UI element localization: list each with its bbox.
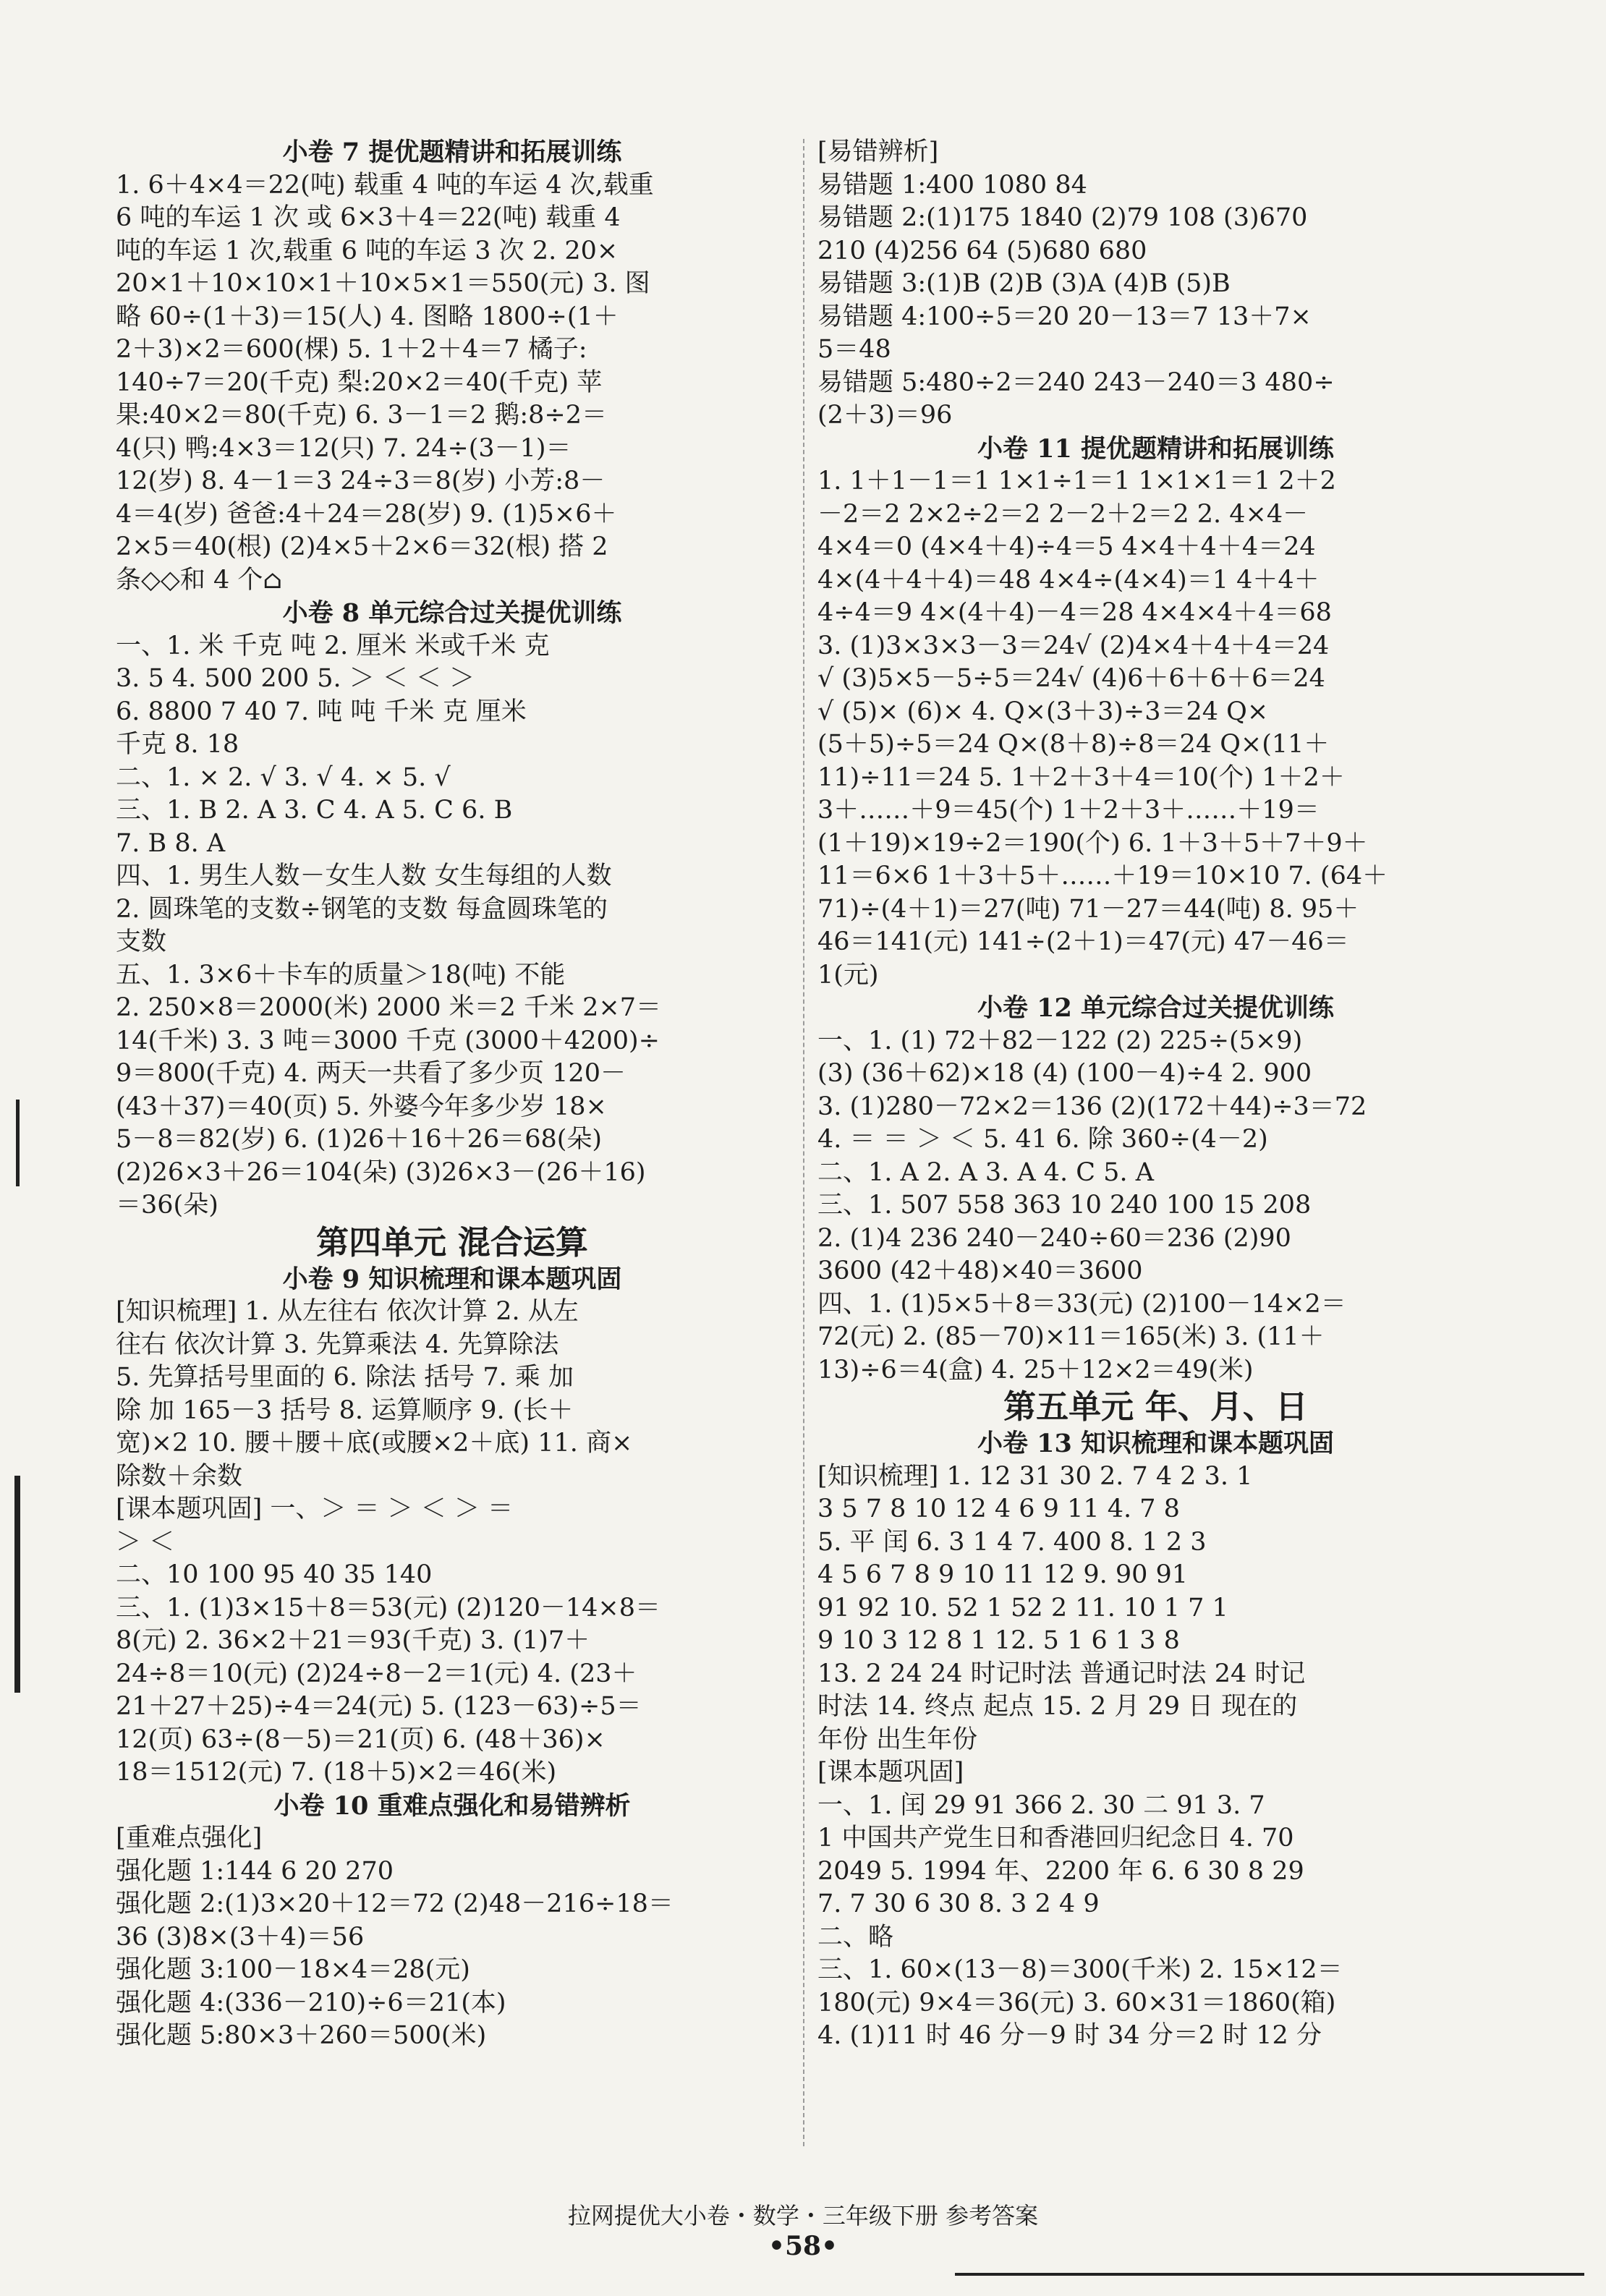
unit-heading: 第五单元 年、月、日 [1003, 1387, 1308, 1426]
answer-line: 9＝800(千克) 4. 两天一共看了多少页 120－ [116, 1059, 626, 1088]
answer-line: 二、1. × 2. √ 3. √ 4. × 5. √ [116, 762, 451, 792]
section-heading: 小卷 10 重难点强化和易错辨析 [273, 1790, 631, 1821]
answer-line: 7. B 8. A [116, 828, 226, 858]
answer-line: 四、1. (1)5×5＋8＝33(元) (2)100－14×2＝ [817, 1289, 1346, 1319]
answer-line: [课本题巩固] [817, 1758, 964, 1787]
section-heading: 小卷 7 提优题精讲和拓展训练 [282, 137, 622, 167]
answer-line: 46＝141(元) 141÷(2＋1)＝47(元) 47－46＝ [817, 927, 1349, 956]
answer-line: 五、1. 3×6＋卡车的质量＞18(吨) 不能 [116, 960, 566, 990]
answer-line: √ (5)× (6)× 4. Q×(3＋3)÷3＝24 Q× [817, 697, 1269, 726]
answer-line: 36 (3)8×(3＋4)＝56 [116, 1922, 365, 1952]
right-column [817, 136, 1494, 2053]
answer-line: 易错题 4:100÷5＝20 20－13＝7 13＋7× [817, 302, 1312, 331]
answer-line: 4×4＝0 (4×4＋4)÷4＝5 4×4＋4＋4＝24 [817, 532, 1316, 561]
answer-line: 4. ＝ ＝ ＞ ＜ 5. 41 6. 除 360÷(4－2) [817, 1125, 1268, 1154]
footer-title: 拉网提优大小卷・数学・三年级下册 参考答案 [567, 2202, 1039, 2229]
answer-line: 除数＋余数 [116, 1461, 243, 1491]
answer-line: 吨的车运 1 次,载重 6 吨的车运 3 次 2. 20× [116, 236, 619, 265]
answer-line: 三、1. 507 558 363 10 240 100 15 208 [817, 1191, 1312, 1220]
answer-line: 140÷7＝20(千克) 梨:20×2＝40(千克) 苹 [116, 367, 603, 397]
answer-line: 一、1. 闰 29 91 366 2. 30 二 91 3. 7 [817, 1790, 1265, 1820]
answer-line: √ (3)5×5－5÷5＝24√ (4)6＋6＋6＋6＝24 [817, 664, 1325, 693]
answer-line: 91 92 10. 52 1 52 2 11. 10 1 7 1 [817, 1593, 1228, 1623]
binding-mark [14, 1476, 20, 1693]
answer-line: ＞ ＜ [116, 1527, 175, 1557]
answer-line: 3. (1)3×3×3－3＝24√ (2)4×4＋4＋4＝24 [817, 631, 1330, 660]
answer-line: 二、10 100 95 40 35 140 [116, 1560, 433, 1589]
answer-line: (2)26×3＋26＝104(朵) (3)26×3－(26＋16) [116, 1157, 646, 1187]
answer-line: 11＝6×6 1＋3＋5＋……＋19＝10×10 7. (64＋ [817, 862, 1388, 890]
answer-line: 1 中国共产党生日和香港回归纪念日 4. 70 [817, 1824, 1294, 1853]
answer-line: 宽)×2 10. 腰＋腰＋底(或腰×2＋底) 11. 商× [116, 1429, 633, 1458]
answer-line: 强化题 4:(336－210)÷6＝21(本) [116, 1988, 506, 2017]
section-heading: 小卷 8 单元综合过关提优训练 [282, 598, 622, 628]
answer-line: 除 加 165－3 括号 8. 运算顺序 9. (长＋ [116, 1395, 574, 1425]
answer-line: 8(元) 2. 36×2＋21＝93(千克) 3. (1)7＋ [116, 1626, 590, 1655]
answer-line: 4÷4＝9 4×(4＋4)－4＝28 4×4×4＋4＝68 [817, 598, 1332, 627]
section-heading: 小卷 9 知识梳理和课本题巩固 [282, 1264, 622, 1294]
answer-line: 2×5＝40(根) (2)4×5＋2×6＝32(根) 搭 2 [116, 532, 608, 561]
answer-line: 易错题 5:480÷2＝240 243－240＝3 480÷ [817, 367, 1335, 397]
answer-line: [易错辨析] [817, 137, 939, 166]
section-heading: 小卷 11 提优题精讲和拓展训练 [977, 433, 1335, 464]
unit-heading: 第四单元 混合运算 [316, 1223, 588, 1262]
answer-line: 5. 先算括号里面的 6. 除法 括号 7. 乘 加 [116, 1363, 574, 1392]
answer-line: 12(岁) 8. 4－1＝3 24÷3＝8(岁) 小芳:8－ [116, 467, 606, 496]
answer-line: 2. 圆珠笔的支数÷钢笔的支数 每盒圆珠笔的 [116, 894, 608, 924]
answer-line: 5. 平 闰 6. 3 1 4 7. 400 8. 1 2 3 [817, 1527, 1207, 1557]
answer-line: 13. 2 24 24 时记时法 普通记时法 24 时记 [817, 1659, 1306, 1688]
answer-line: 易错题 1:400 1080 84 [817, 170, 1087, 200]
answer-line: 71)÷(4＋1)＝27(吨) 71－27＝44(吨) 8. 95＋ [817, 894, 1359, 924]
answer-line: 支数 [116, 927, 167, 956]
answer-line: 2＋3)×2＝600(棵) 5. 1＋2＋4＝7 橘子: [116, 335, 587, 364]
binding-mark [16, 1100, 20, 1186]
answer-line: 往右 依次计算 3. 先算乘法 4. 先算除法 [116, 1330, 559, 1359]
answer-line: 3. (1)280－72×2＝136 (2)(172＋44)÷3＝72 [817, 1092, 1367, 1121]
answer-line: 年份 出生年份 [817, 1725, 978, 1754]
answer-line: (43＋37)＝40(页) 5. 外婆今年多少岁 18× [116, 1092, 607, 1121]
answer-line: 4. (1)11 时 46 分－9 时 34 分＝2 时 12 分 [817, 2021, 1322, 2050]
answer-line: －2＝2 2×2÷2＝2 2－2＋2＝2 2. 4×4－ [817, 499, 1309, 529]
answer-line: [重难点强化] [116, 1824, 263, 1853]
answer-line: 3 5 7 8 10 12 4 6 9 11 4. 7 8 [817, 1494, 1180, 1523]
answer-line: 2. 250×8＝2000(米) 2000 米＝2 千米 2×7＝ [116, 993, 662, 1022]
column-divider [803, 139, 804, 2146]
answer-line: 略 60÷(1＋3)＝15(人) 4. 图略 1800÷(1＋ [116, 302, 619, 331]
answer-line: (3) (36＋62)×18 (4) (100－4)÷4 2. 900 [817, 1059, 1312, 1088]
answer-line: 2. (1)4 236 240－240÷60＝236 (2)90 [817, 1223, 1291, 1253]
answer-line: 9 10 3 12 8 1 12. 5 1 6 1 3 8 [817, 1626, 1180, 1655]
answer-line: 6 吨的车运 1 次 或 6×3＋4＝22(吨) 载重 4 [116, 203, 621, 232]
answer-line: 一、1. 米 千克 吨 2. 厘米 米或千米 克 [116, 631, 550, 660]
answer-line: 7. 7 30 6 30 8. 3 2 4 9 [817, 1889, 1100, 1918]
footer-rule [955, 2273, 1584, 2276]
answer-line: 时法 14. 终点 起点 15. 2 月 29 日 现在的 [817, 1692, 1298, 1721]
answer-line: 易错题 2:(1)175 1840 (2)79 108 (3)670 [817, 203, 1308, 232]
answer-line: 4 5 6 7 8 9 10 11 12 9. 90 91 [817, 1560, 1189, 1589]
answer-line: 三、1. (1)3×15＋8＝53(元) (2)120－14×8＝ [116, 1593, 660, 1623]
answer-line: 14(千米) 3. 3 吨＝3000 千克 (3000＋4200)÷ [116, 1026, 660, 1055]
answer-line: 强化题 2:(1)3×20＋12＝72 (2)48－216÷18＝ [116, 1889, 674, 1918]
left-column [116, 136, 789, 2053]
answer-line: 12(页) 63÷(8－5)＝21(页) 6. (48＋36)× [116, 1725, 606, 1754]
answer-line: 1. 1＋1－1＝1 1×1÷1＝1 1×1×1＝1 2＋2 [817, 467, 1336, 496]
answer-line: 5－8＝82(岁) 6. (1)26＋16＋26＝68(朵) [116, 1125, 603, 1154]
answer-line: 3600 (42＋48)×40＝3600 [817, 1257, 1143, 1285]
answer-line: 一、1. (1) 72＋82－122 (2) 225÷(5×9) [817, 1026, 1303, 1055]
answer-line: (1＋19)×19÷2＝190(个) 6. 1＋3＋5＋7＋9＋ [817, 828, 1368, 858]
answer-line: 1. 6＋4×4＝22(吨) 载重 4 吨的车运 4 次,载重 [116, 170, 654, 200]
answer-line: 11)÷11＝24 5. 1＋2＋3＋4＝10(个) 1＋2＋ [817, 762, 1345, 792]
answer-line: 二、1. A 2. A 3. A 4. C 5. A [817, 1157, 1154, 1187]
answer-line: 18＝1512(元) 7. (18＋5)×2＝46(米) [116, 1758, 557, 1787]
answer-line: 四、1. 男生人数－女生人数 女生每组的人数 [116, 862, 612, 890]
answer-line: 3. 5 4. 500 200 5. ＞ ＜ ＜ ＞ [116, 664, 475, 693]
answer-line: 72(元) 2. (85－70)×11＝165(米) 3. (11＋ [817, 1322, 1325, 1351]
answer-line: [课本题巩固] 一、＞ ＝ ＞ ＜ ＞ ＝ [116, 1494, 514, 1523]
answer-line: 强化题 1:144 6 20 270 [116, 1856, 394, 1886]
answer-line: 13)÷6＝4(盒) 4. 25＋12×2＝49(米) [817, 1355, 1254, 1385]
answer-line: 条◇◇和 4 个⌂ [116, 565, 283, 595]
section-heading: 小卷 12 单元综合过关提优训练 [977, 993, 1335, 1023]
answer-line: 1(元) [817, 960, 879, 990]
answer-line: 6. 8800 7 40 7. 吨 吨 千米 克 厘米 [116, 697, 527, 726]
answer-line: [知识梳理] 1. 12 31 30 2. 7 4 2 3. 1 [817, 1461, 1253, 1491]
answer-line: (5＋5)÷5＝24 Q×(8＋8)÷8＝24 Q×(11＋ [817, 730, 1330, 759]
answer-line: (2＋3)＝96 [817, 401, 953, 430]
answer-line: 24÷8＝10(元) (2)24÷8－2＝1(元) 4. (23＋ [116, 1659, 637, 1688]
section-heading: 小卷 13 知识梳理和课本题巩固 [977, 1429, 1335, 1458]
page-number: •58• [768, 2231, 838, 2261]
answer-line: 4＝4(岁) 爸爸:4＋24＝28(岁) 9. (1)5×6＋ [116, 499, 617, 529]
answer-line: 3＋……＋9＝45(个) 1＋2＋3＋……＋19＝ [817, 796, 1320, 825]
answer-line: 强化题 3:100－18×4＝28(元) [116, 1955, 470, 1984]
answer-line: 4×(4＋4＋4)＝48 4×4÷(4×4)＝1 4＋4＋ [817, 565, 1320, 595]
answer-line: 强化题 5:80×3＋260＝500(米) [116, 2021, 487, 2050]
answer-line: 易错题 3:(1)B (2)B (3)A (4)B (5)B [817, 269, 1231, 298]
answer-line: 千克 8. 18 [116, 730, 239, 759]
answer-line: 21＋27＋25)÷4＝24(元) 5. (123－63)÷5＝ [116, 1692, 642, 1721]
answer-line: 210 (4)256 64 (5)680 680 [817, 236, 1147, 265]
answer-line: 4(只) 鸭:4×3＝12(只) 7. 24÷(3－1)＝ [116, 433, 572, 463]
answer-line: ＝36(朵) [116, 1191, 218, 1220]
answer-line: 二、略 [817, 1922, 894, 1952]
answer-line: 2049 5. 1994 年、2200 年 6. 6 30 8 29 [817, 1856, 1304, 1886]
answer-line: 20×1＋10×10×1＋10×5×1＝550(元) 3. 图 [116, 269, 650, 298]
answer-line: 三、1. B 2. A 3. C 4. A 5. C 6. B [116, 796, 513, 825]
answer-line: 180(元) 9×4＝36(元) 3. 60×31＝1860(箱) [817, 1988, 1336, 2017]
answer-line: 三、1. 60×(13－8)＝300(千米) 2. 15×12＝ [817, 1955, 1343, 1984]
answer-line: 5＝48 [817, 335, 891, 364]
answer-line: [知识梳理] 1. 从左往右 依次计算 2. 从左 [116, 1297, 579, 1326]
answer-line: 果:40×2＝80(千克) 6. 3－1＝2 鹅:8÷2＝ [116, 401, 607, 430]
